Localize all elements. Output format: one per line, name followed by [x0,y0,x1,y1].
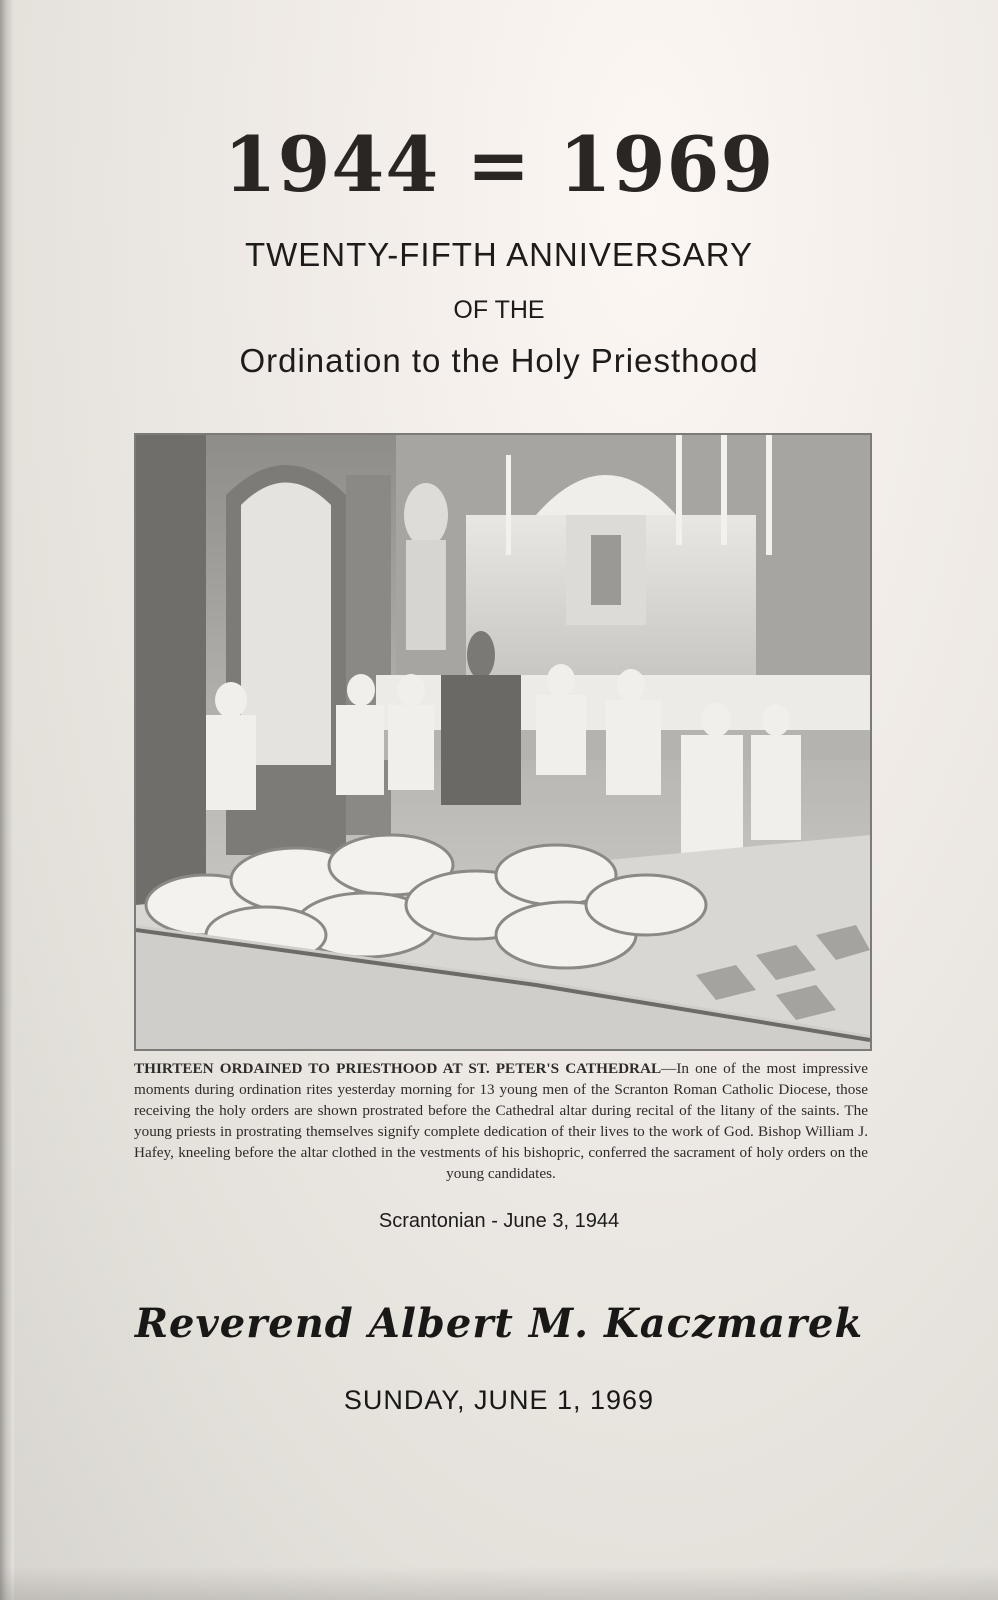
ordination-subtitle: Ordination to the Holy Priesthood [239,342,759,379]
celebration-date: SUNDAY, JUNE 1, 1969 [343,1385,655,1415]
anniversary-title: TWENTY-FIFTH ANNIVERSARY [244,236,754,273]
priest-name: Reverend Albert M. Kaczmarek [134,1300,864,1347]
anniversary-years: 1944 = 1969 [223,120,775,209]
page-bottom-shadow [0,1566,998,1600]
caption-headline: THIRTEEN ORDAINED TO PRIESTHOOD AT ST. PETER'S CATHEDRAL [134,1060,662,1077]
photo-caption [134,1058,868,1184]
cathedral-ordination-photo [134,433,872,1051]
newspaper-source: Scrantonian - June 3, 1944 [378,1210,620,1232]
of-the-line: OF THE [453,296,545,324]
caption-body: —In one of the most impressive moments during ordination rites yesterday morning for 13 young men of the Scranton Roman Catholic Diocese, those receiving the holy orders are shown prostrated before the Cathedral altar during recital of the litany of the saints. The young priests in prostrating themselves signify complete dedication of their lives to the work of God. Bishop William J. Hafey, kneeling before the altar clothed in the vestments of his bishopric, conferred the sacrament of holy orders on the young candidates. [134,1060,869,1182]
